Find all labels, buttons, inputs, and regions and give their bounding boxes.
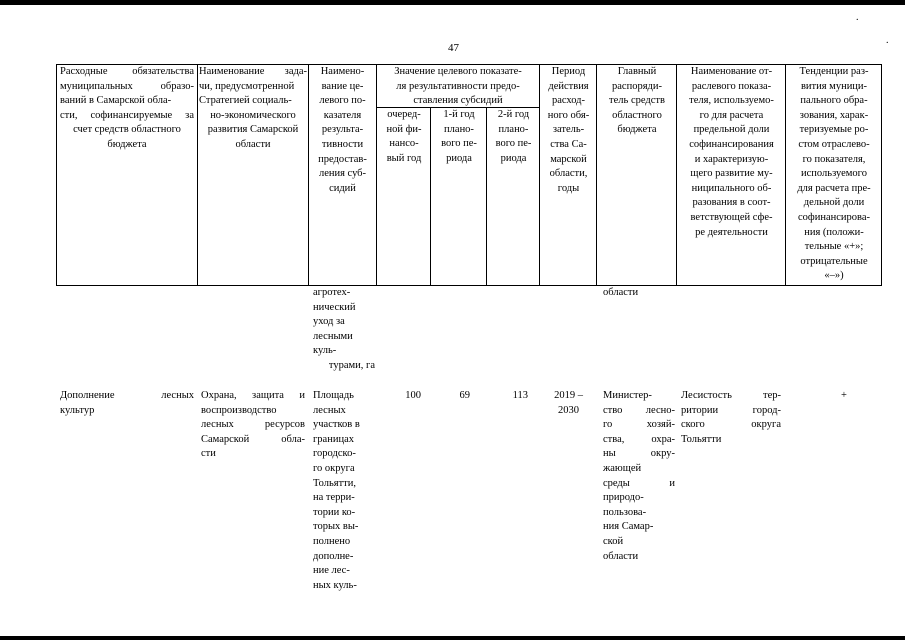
bottom-border (0, 636, 905, 640)
header-cell-period: Период действия расход- ного обя- затель- ства Са- марской области, годы (547, 66, 590, 194)
header-cell-indicator: Наимено- вание це- левого по- казателя результа- тивности предостав- ления суб- сидий (318, 66, 367, 194)
row-task-cell: Охрана, защита и воспроизводство лесных ресурсов Самарской обла- сти (201, 390, 305, 460)
corner-mark: . (886, 35, 889, 46)
row-period-cell: 2019 – 2030 (554, 390, 583, 416)
header-cell-plan-year-2: 2-й год плано- вого пе- риода (495, 109, 532, 164)
row-value-plan-2: 113 (512, 390, 528, 401)
header-cell-trend: Тенденции раз- вития муници- пального обра- зования, харак- теризуемые ро- стом отраслево- го показателя, используемого для расчета пре- дельной доли софинансирова- ния (положи- тельные «+»; отрицательные «–») (797, 66, 871, 282)
row-sector-indicator-cell: Лесистость тер- ритории город- ского округа Тольятти (681, 390, 781, 445)
header-cell-current-year: очеред- ной фи- нансо- вый год (386, 109, 422, 164)
row-trend-cell: + (841, 390, 847, 401)
row-administrator-cell: Министер- ство лесно- го хозяй- ства, охра- ны окру- жающей среды и природо- пользова- ния Самар- ской области (603, 390, 675, 562)
row-indicator-cell: Площадь лесных участков в границах городско- го округа Тольятти, на терри- тории ко- торых вы- полнено дополне- ние лес- ных куль- (313, 390, 360, 591)
header-cell-sector-indicator: Наименование от- раслевого показа- теля, используемо- го для расчета предельной доли софинансирования и характеризую- щего развитие му- ниципального об- разования в соот- ветствующей сфе- ре деятельности (689, 66, 774, 238)
header-cell-administrator: Главный распоряди- тель средств областного бюджета (609, 66, 665, 136)
continued-administrator-cell: области (603, 287, 639, 298)
row-value-plan-1: 69 (459, 390, 470, 401)
header-cell-expenditure: Расходные обязательства муниципальных образо- ваний в Самарской обла- сти, софинансируемые за счет средств областного бюджета (60, 66, 194, 150)
page-number: 47 (448, 42, 459, 54)
row-value-current: 100 (405, 390, 421, 401)
continued-indicator-cell: агротех- нический уход за лесными куль- турами, га (313, 287, 375, 371)
header-cell-plan-year-1: 1-й год плано- вого пе- риода (441, 109, 477, 164)
header-cell-target-value-group: Значение целевого показате- ля результативности предо- ставления субсидий (394, 66, 522, 107)
header-cell-task: Наименование зада- чи, предусмотренной Стратегией социаль- но-экономического развития Самарской области (199, 66, 307, 150)
corner-mark: . (856, 12, 859, 23)
row-expenditure-cell: Дополнение лесных культур (60, 390, 194, 416)
